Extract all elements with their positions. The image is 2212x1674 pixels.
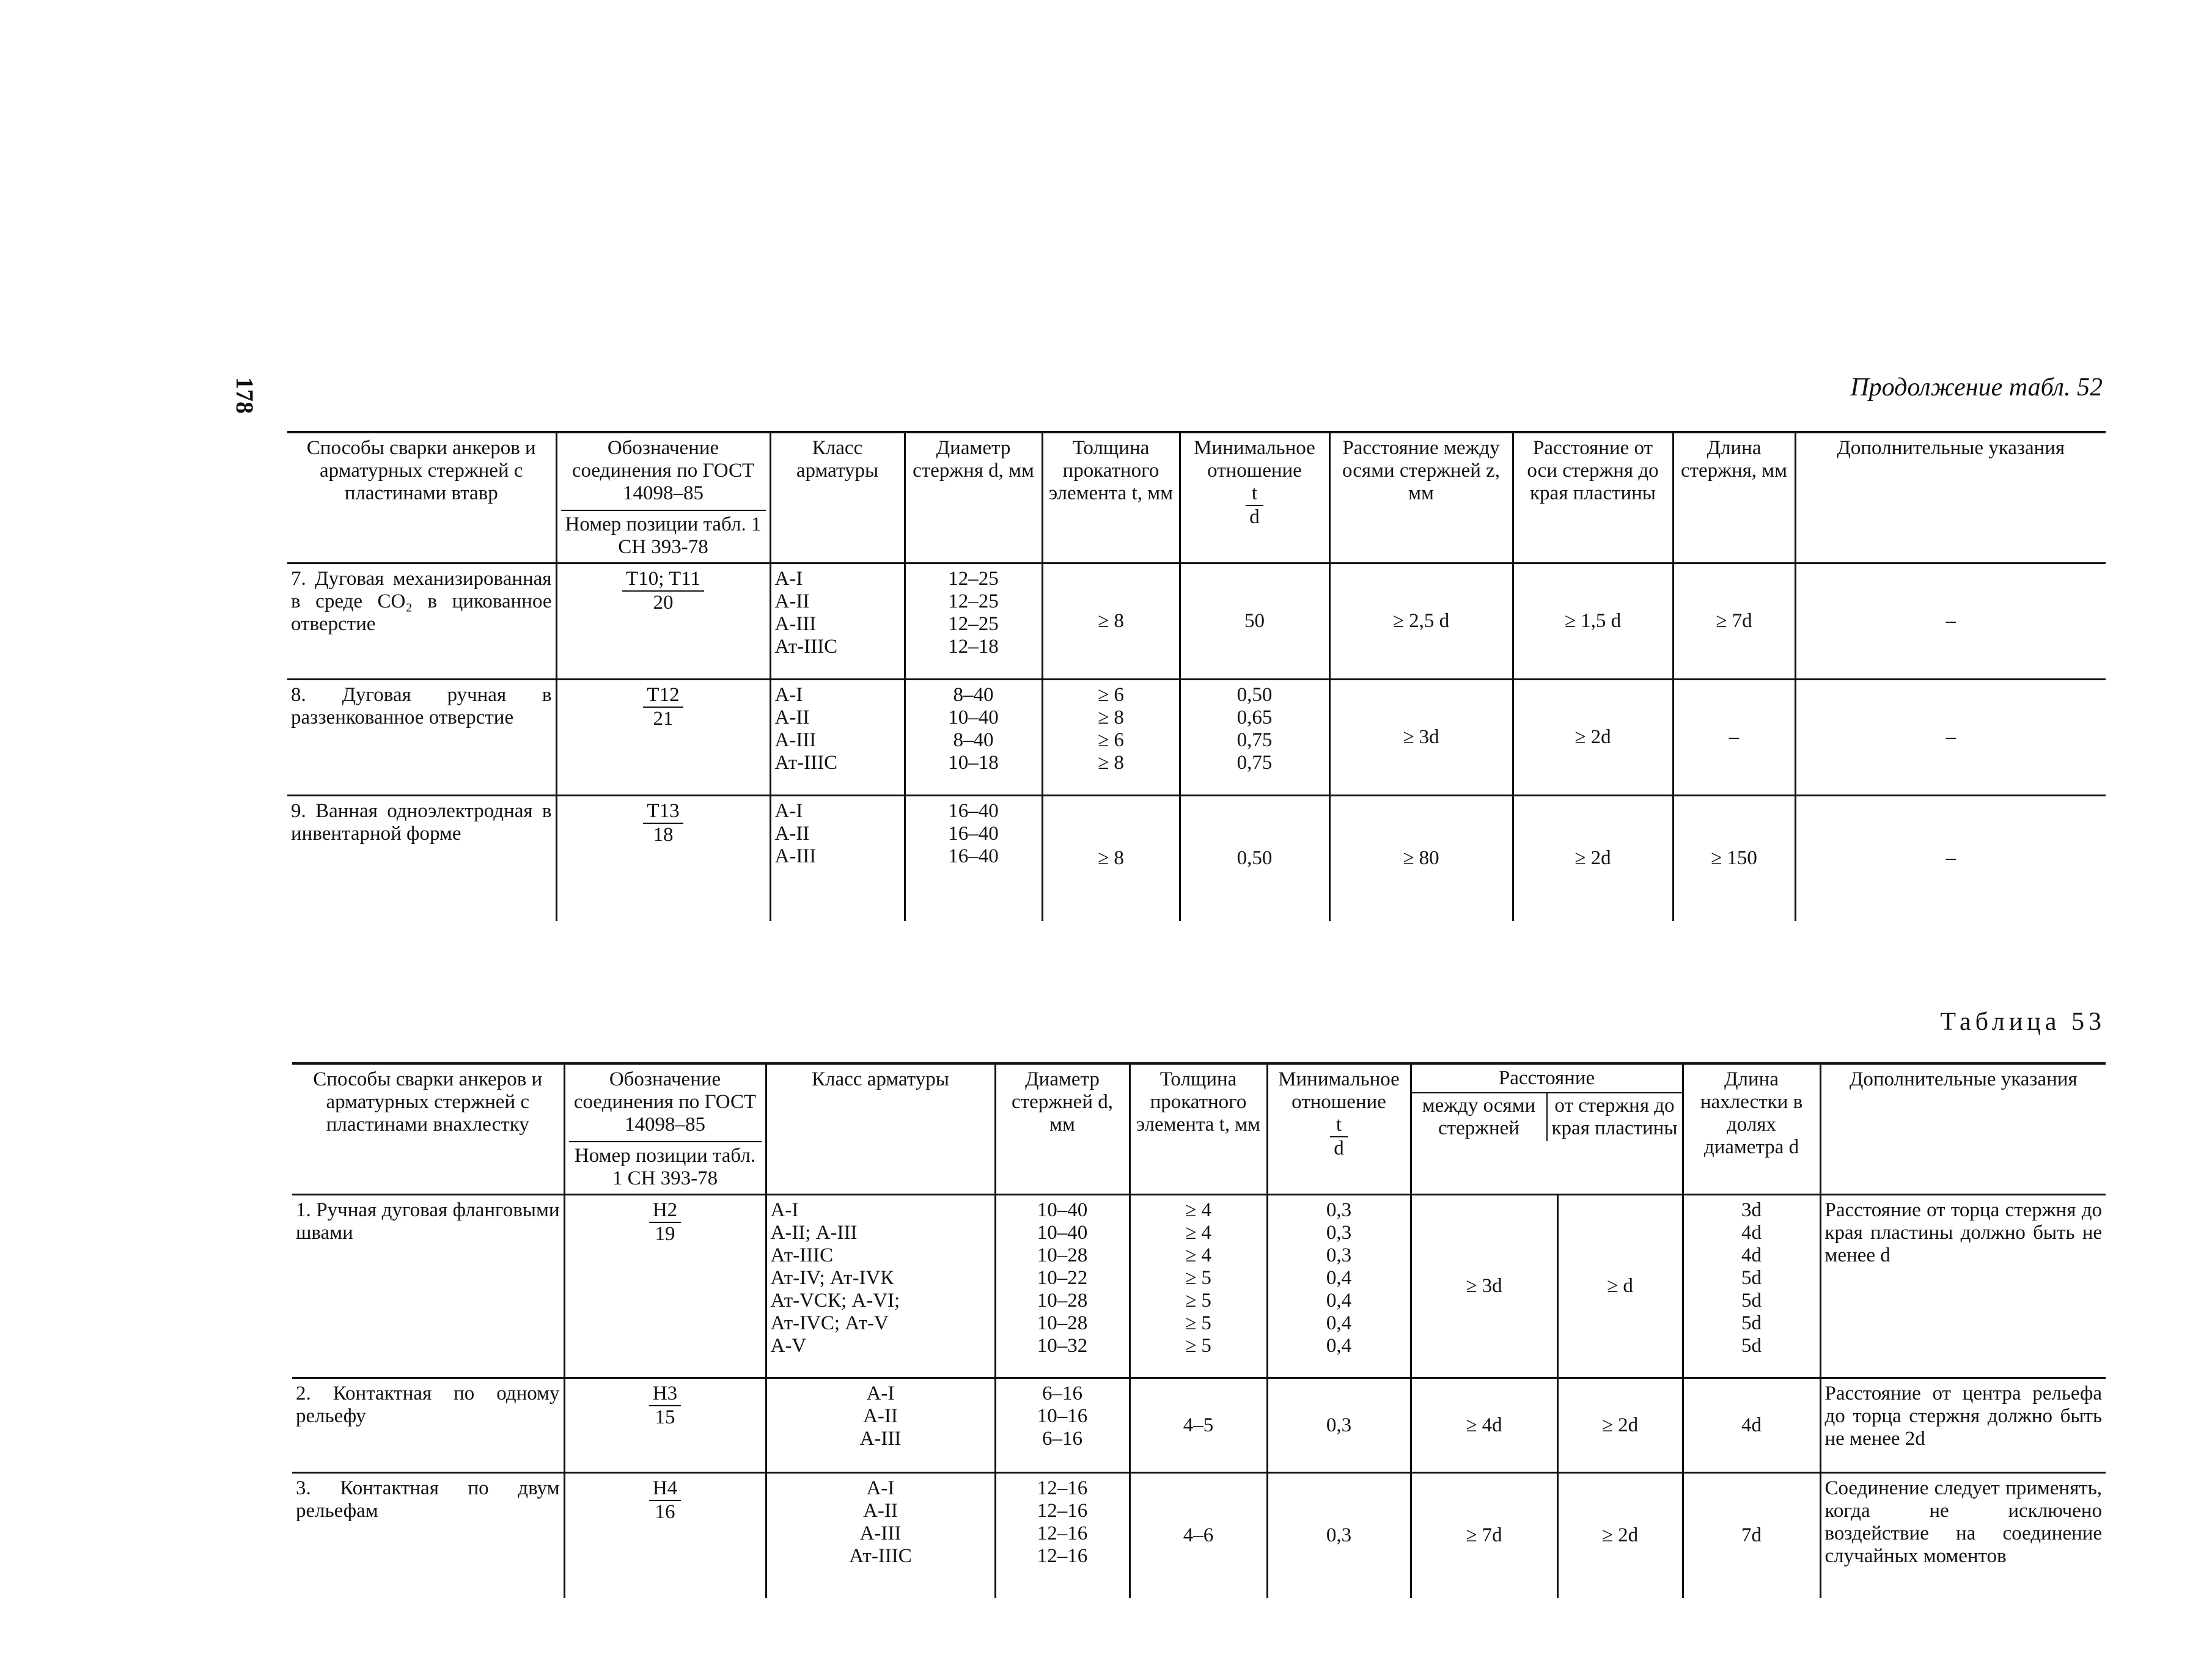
class-cell: А-I А-II А-III Ат-IIIС (766, 1473, 995, 1598)
diameter-cell: 12–25 12–25 12–25 12–18 (905, 564, 1042, 680)
header-min-ratio (1180, 432, 1329, 564)
table-row (287, 564, 2106, 680)
header-diameter: Диаметр стержней d, мм (995, 1063, 1130, 1195)
ratio-fraction (1246, 482, 1263, 529)
between-axes-cell: ≥ 3d (1411, 1195, 1557, 1378)
header-thickness: Толщина прокатного элемента t, мм (1042, 432, 1180, 564)
ratio-fraction (1330, 1114, 1348, 1160)
code-denominator: 18 (653, 824, 674, 846)
ratio-cell: 0,50 0,65 0,75 0,75 (1180, 680, 1329, 796)
code-numerator: T12 (643, 684, 683, 708)
diameter-cell: 6–16 10–16 6–16 (995, 1378, 1130, 1473)
code-denominator: 19 (655, 1223, 675, 1245)
notes-cell: Расстояние от центра рельефа до торца стержня должно быть не менее 2d (1820, 1378, 2106, 1473)
notes-cell: – (1795, 680, 2106, 796)
header-notes: Дополнительные указания (1820, 1063, 2106, 1195)
ratio-cell: 0,3 (1267, 1378, 1411, 1473)
code-denominator: 16 (655, 1501, 675, 1523)
diameter-cell: 12–16 12–16 12–16 12–16 (995, 1473, 1130, 1598)
code-numerator: H3 (649, 1382, 681, 1406)
axis-cell: ≥ 3d (1329, 680, 1513, 796)
length-cell: ≥ 7d (1673, 564, 1795, 680)
thickness-cell: ≥ 4 ≥ 4 ≥ 4 ≥ 5 ≥ 5 ≥ 5 ≥ 5 (1130, 1195, 1267, 1378)
code-numerator: H4 (649, 1477, 681, 1501)
notes-cell: – (1795, 564, 2106, 680)
header-method: Способы сварки анкеров и арматурных стержней с пластинами внахлестку (292, 1063, 564, 1195)
table-row (292, 1378, 2106, 1473)
header-position-label: Номер позиции табл. 1 СН 393-78 (561, 510, 766, 559)
table-row (292, 1195, 2106, 1378)
thickness-cell: 4–5 (1130, 1378, 1267, 1473)
header-designation (564, 1063, 766, 1195)
ratio-denominator: d (1334, 1137, 1344, 1159)
method-cell: 7. Дуговая механизированная в среде CO₂ в цикованное отверстие (287, 564, 556, 680)
overlap-cell: 3d 4d 4d 5d 5d 5d 5d (1683, 1195, 1820, 1378)
edge-cell: ≥ 2d (1513, 796, 1673, 921)
code-denominator: 15 (655, 1406, 675, 1428)
overlap-cell: 4d (1683, 1378, 1820, 1473)
header-class: Класс арматуры (770, 432, 905, 564)
length-cell: – (1673, 680, 1795, 796)
header-notes: Дополнительные указания (1795, 432, 2106, 564)
header-thickness: Толщина прокатного элемента t, мм (1130, 1063, 1267, 1195)
code-denominator: 20 (653, 592, 674, 614)
from-edge-cell: ≥ d (1557, 1195, 1683, 1378)
notes-cell: – (1795, 796, 2106, 921)
class-cell: А-I А-II; А-III Ат-IIIС Ат-IV; Ат-IVК Ат-VСК; А-VI; Ат-IVС; Ат-V А-V (766, 1195, 995, 1378)
method-cell: 8. Дуговая ручная в раззенкованное отверстие (287, 680, 556, 796)
class-cell: А-I А-II А-III Ат-IIIС (770, 564, 905, 680)
diameter-cell: 8–40 10–40 8–40 10–18 (905, 680, 1042, 796)
overlap-cell: 7d (1683, 1473, 1820, 1598)
method-cell: 2. Контактная по одному рельефу (292, 1378, 564, 1473)
page-number: 178 (231, 377, 259, 414)
header-position-label: Номер позиции табл. 1 СН 393-78 (569, 1141, 762, 1190)
thickness-cell: ≥ 6 ≥ 8 ≥ 6 ≥ 8 (1042, 680, 1180, 796)
ratio-cell: 0,3 (1267, 1473, 1411, 1598)
header-min-ratio-label: Минимальное отношение (1194, 437, 1315, 482)
header-edge-distance: Расстояние от оси стержня до края пластины (1513, 432, 1673, 564)
method-cell: 1. Ручная дуговая фланговыми швами (292, 1195, 564, 1378)
ratio-cell: 0,50 (1180, 796, 1329, 921)
code-cell (556, 796, 770, 921)
code-cell (556, 680, 770, 796)
from-edge-cell: ≥ 2d (1557, 1378, 1683, 1473)
code-denominator: 21 (653, 708, 674, 730)
header-length: Длина стержня, мм (1673, 432, 1795, 564)
ratio-cell: 50 (1180, 564, 1329, 680)
code-cell (564, 1195, 766, 1378)
header-from-rod: от стержня до края пластины (1546, 1093, 1682, 1141)
code-numerator: T10; T11 (622, 568, 704, 592)
edge-cell: ≥ 2d (1513, 680, 1673, 796)
code-cell (564, 1378, 766, 1473)
length-cell: ≥ 150 (1673, 796, 1795, 921)
header-distance-group (1411, 1063, 1683, 1195)
diameter-cell: 16–40 16–40 16–40 (905, 796, 1042, 921)
header-axis-distance: Расстояние между осями стержней z, мм (1329, 432, 1513, 564)
table-row (292, 1473, 2106, 1598)
thickness-cell: ≥ 8 (1042, 564, 1180, 680)
continuation-caption: Продолжение табл. 52 (1850, 373, 2103, 402)
header-overlap: Длина нахлестки в долях диаметра d (1683, 1063, 1820, 1195)
table-53 (292, 1062, 2106, 1598)
header-min-ratio (1267, 1063, 1411, 1195)
code-cell (556, 564, 770, 680)
axis-cell: ≥ 2,5 d (1329, 564, 1513, 680)
diameter-cell: 10–40 10–40 10–28 10–22 10–28 10–28 10–32 (995, 1195, 1130, 1378)
code-numerator: H2 (649, 1199, 681, 1223)
header-method: Способы сварки анкеров и арматурных стержней с пластинами втавр (287, 432, 556, 564)
thickness-cell: ≥ 8 (1042, 796, 1180, 921)
header-distance-label: Расстояние (1412, 1065, 1682, 1093)
between-axes-cell: ≥ 7d (1411, 1473, 1557, 1598)
ratio-numerator: t (1330, 1114, 1348, 1137)
code-cell (564, 1473, 766, 1598)
between-axes-cell: ≥ 4d (1411, 1378, 1557, 1473)
method-cell: 3. Контактная по двум рельефам (296, 1477, 560, 1522)
ratio-numerator: t (1246, 482, 1263, 506)
ratio-denominator: d (1249, 506, 1260, 528)
header-between-axes: между осями стержней (1422, 1095, 1536, 1139)
header-designation (556, 432, 770, 564)
edge-cell: ≥ 1,5 d (1513, 564, 1673, 680)
header-designation-label: Обозначение соединения по ГОСТ 14098–85 (573, 1068, 757, 1136)
class-cell: А-I А-II А-III (770, 796, 905, 921)
header-min-ratio-label: Минимальное отношение (1278, 1068, 1400, 1113)
class-cell: А-I А-II А-III Ат-IIIС (770, 680, 905, 796)
header-class: Класс арматуры (766, 1063, 995, 1195)
class-cell: А-I А-II А-III (766, 1378, 995, 1473)
from-edge-cell: ≥ 2d (1557, 1473, 1683, 1598)
axis-cell: ≥ 80 (1329, 796, 1513, 921)
notes-cell: Соединение следует применять, когда не исключено воздействие на соединение случайных моментов (1820, 1473, 2106, 1598)
table-row (287, 680, 2106, 796)
notes-cell: Расстояние от торца стержня до края пластины должно быть не менее d (1820, 1195, 2106, 1378)
method-cell: 9. Ванная одноэлектродная в инвентарной форме (291, 800, 552, 845)
table-53-caption: Таблица 53 (1940, 1008, 2106, 1036)
thickness-cell: 4–6 (1130, 1473, 1267, 1598)
header-designation-label: Обозначение соединения по ГОСТ 14098–85 (571, 437, 755, 504)
ratio-cell: 0,3 0,3 0,3 0,4 0,4 0,4 0,4 (1267, 1195, 1411, 1378)
header-diameter: Диаметр стержня d, мм (905, 432, 1042, 564)
table-52 (287, 431, 2106, 921)
code-numerator: T13 (643, 800, 683, 824)
table-row (287, 796, 2106, 921)
